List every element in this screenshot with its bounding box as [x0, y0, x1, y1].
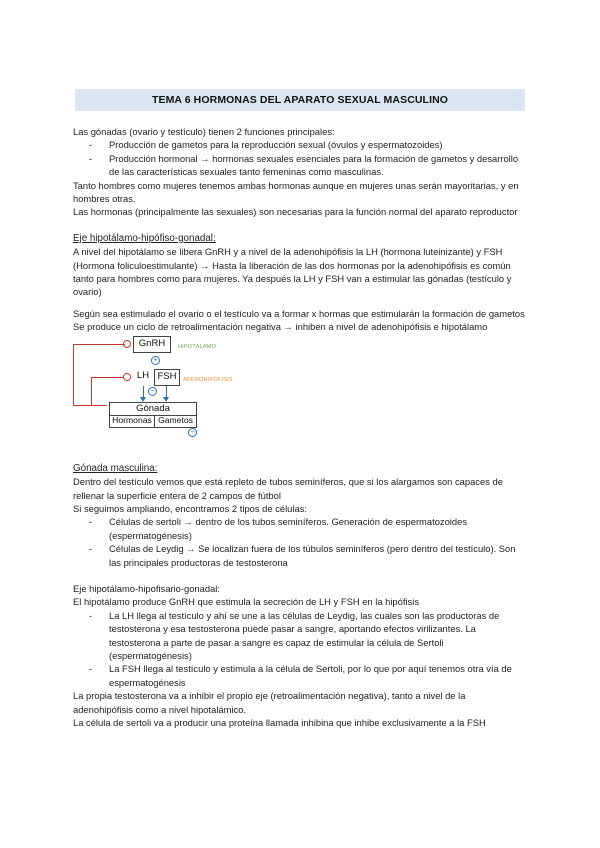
stimulus-plus-icon	[151, 356, 160, 365]
gametos-label: Gametos	[158, 415, 193, 426]
paragraph: El hipotálamo produce GnRH que estimula la secreción de LH y FSH en la hipófisis	[73, 596, 420, 608]
feedback-line	[73, 405, 107, 406]
hormonas-label: Hormonas	[112, 415, 152, 426]
inhibition-circle-icon	[123, 340, 131, 348]
document-body	[73, 125, 525, 729]
gametos-box	[154, 415, 197, 428]
feedback-line	[91, 377, 123, 378]
plus-sign: +	[153, 356, 158, 364]
paragraph: La célula de sertoli va a producir una proteína llamada inhibina que inhibe exclusivamente a la FSH	[73, 717, 486, 728]
list-item: - Células de Leydig → Se localizan fuera de los túbulos seminíferos (pero dentro del testículo). Son las principales productoras de testosterona	[73, 542, 525, 569]
feedback-line	[73, 344, 74, 405]
feedback-diagram	[73, 336, 525, 454]
list-item: - La FSH llega al testículo y estimula a la célula de Sertoli, por lo que por aquí tenemos otra vía de espermatogénesis	[73, 662, 525, 689]
inhibition-circle-icon	[123, 373, 131, 381]
stimulus-minus-icon	[148, 387, 157, 396]
gnrh-label: GnRH	[138, 338, 166, 350]
paragraph: Si seguimos ampliando, encontramos 2 tipos de células:	[73, 502, 307, 514]
cell-types-list	[73, 515, 525, 569]
section-heading-axis: Eje hipotálamo-hipófiso-gonadal:	[73, 232, 216, 244]
list-item: - Células de sertoli → dentro de los tubos seminíferos. Generación de espermatozoides (espermatogénesis)	[73, 515, 525, 542]
lh-arrow-icon	[143, 386, 144, 398]
paragraph: Se produce un ciclo de retroalimentación negativa → inhiben a nivel de adenohipófisis e hipotálamo	[73, 321, 488, 333]
lh-label: LH	[136, 370, 150, 382]
functions-list	[73, 138, 525, 178]
title-banner	[75, 89, 525, 111]
intro-lead: Las gónadas (ovario y testículo) tienen 2 funciones principales:	[73, 126, 335, 137]
fsh-box	[154, 369, 180, 386]
list-item: - Producción hormonal → hormonas sexuales esenciales para la formación de gametos y desarrollo de las características sexuales tanto femeninas como masculinas.	[73, 152, 525, 179]
hypothalamus-note: HIPOTÁLAMO	[178, 343, 217, 350]
paragraph: A nivel del hipotálamo se libera GnRH y a nivel de la adenohipófisis la LH (hormona luteinizante) y FSH (Hormona foliculoestimulante) → Hasta la liberación de las dos hormonas por la adenohipófisis es común tanto para hombres como para mujeres. Ya después la LH y FSH van a estimular las gónadas (testículo y ovario)	[73, 246, 512, 298]
feedback-line	[73, 344, 125, 345]
page-title: TEMA 6 HORMONAS DEL APARATO SEXUAL MASCULINO	[151, 94, 449, 106]
list-item: - La LH llega al testículo y ahí se une a las células de Leydig, las cuales son las productoras de testosterona y esa testosterona puede pasar a sangre, aportando efectos virilizantes. La testosterona a parte de pasar a sangre es capaz de estimular la célula de Sertoli (espermatogénesis)	[73, 609, 525, 663]
paragraph: Según sea estimulado el ovario o el testículo va a formar x hormas que estimularán la formación de gametos	[73, 307, 525, 319]
section-heading-gonada: Gónada masculina:	[73, 462, 158, 474]
list-item: - Producción de gametos para la reproducción sexual (óvulos y espermatozoides)	[73, 138, 525, 151]
section-heading-axis2: Eje hipotálamo-hipofisario-gonadal:	[73, 582, 220, 594]
paragraph: Tanto hombres como mujeres tenemos ambas hormonas aunque en mujeres unas serán mayoritarias, y en hombres otras.	[73, 179, 519, 205]
lh-label-box	[133, 369, 153, 384]
paragraph: La propia testosterona va a inhibir el propio eje (retroalimentación negativa), tanto a nivel de la adenohipófisis como a nivel hipotalámico.	[73, 690, 466, 715]
gonada-label: Gónada	[136, 403, 170, 415]
minus-sign: −	[150, 387, 155, 395]
adenohypophysis-note: ADENOHIPÓFISIS	[183, 376, 233, 383]
paragraph: Dentro del testículo vemos que está repleto de tubos seminíferos, que si los alargamos son capaces de rellenar la superficie entera de 2 campos de fútbol	[73, 476, 503, 501]
fsh-label: FSH	[157, 371, 177, 383]
feedback-line	[91, 377, 92, 405]
paragraph: Las hormonas (principalmente las sexuales) son necesarias para la función normal del aparato reproductor	[73, 206, 518, 218]
gnrh-box	[133, 336, 171, 353]
fsh-arrow-icon	[166, 386, 167, 398]
hormonas-box	[109, 415, 155, 428]
hormone-action-list	[73, 609, 525, 689]
inhibition-minus-icon	[188, 428, 197, 437]
minus-sign: −	[190, 428, 195, 436]
